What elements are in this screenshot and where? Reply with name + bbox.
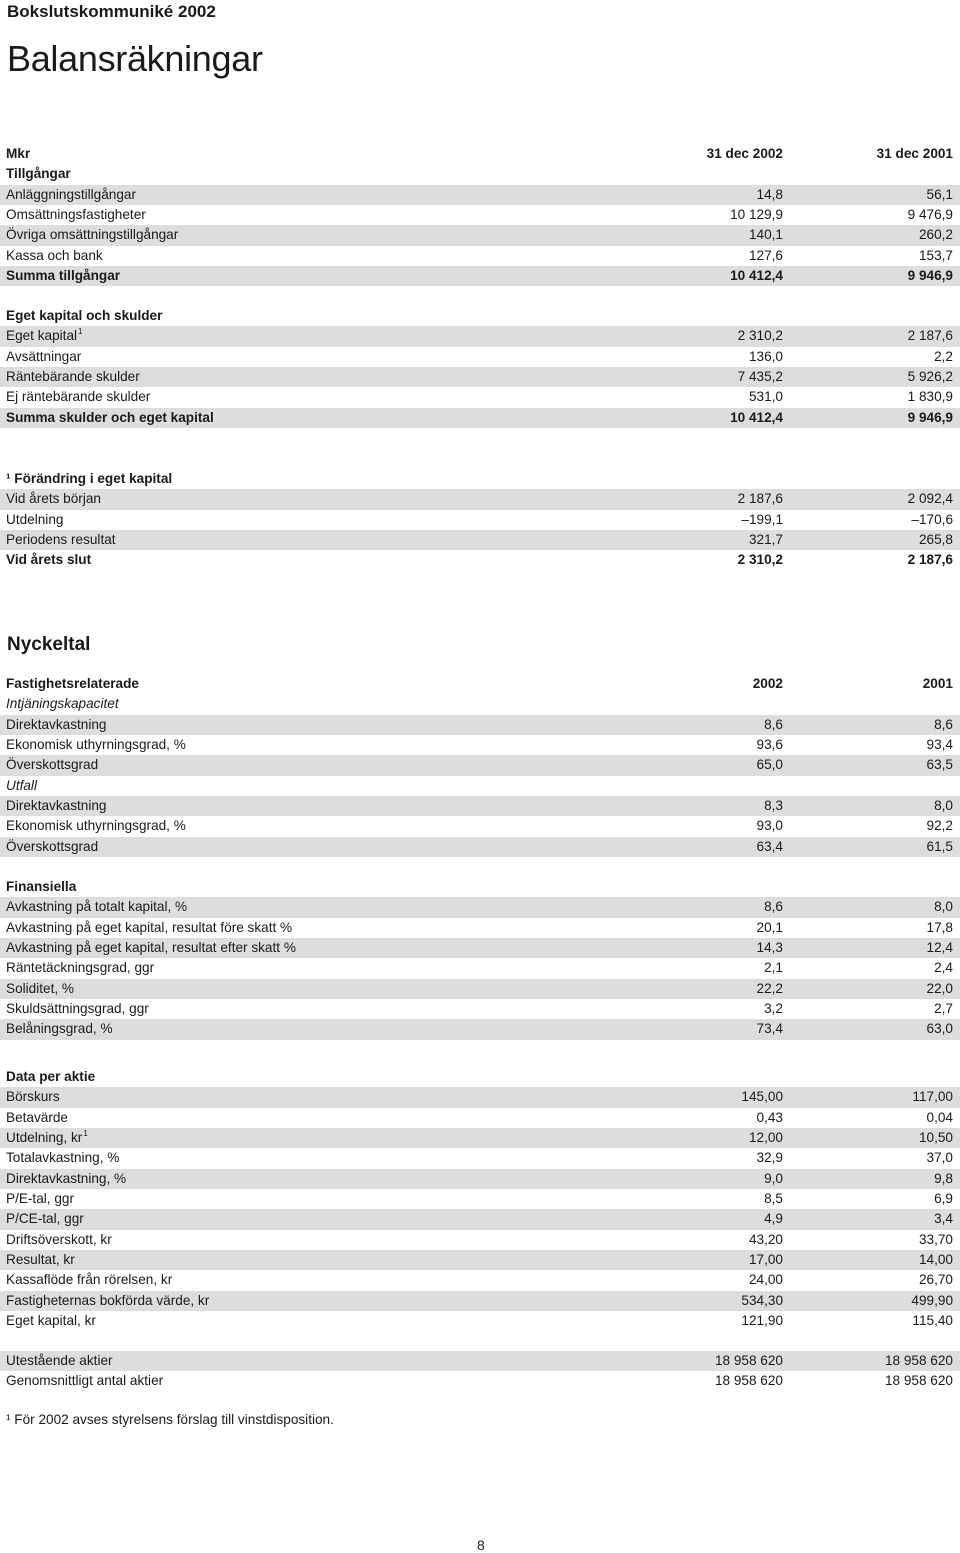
table-row — [0, 164, 960, 184]
value-col-1: 9,0 — [764, 1170, 783, 1186]
value-col-2: 37,0 — [926, 1150, 953, 1166]
value-col-2: 9,8 — [934, 1170, 953, 1186]
row-label: Data per aktie — [6, 1069, 96, 1084]
value-col-1: 2 310,2 — [737, 328, 783, 344]
value-col-2: 12,4 — [926, 940, 953, 956]
value-col-2: 5 926,2 — [907, 369, 953, 385]
value-col-1: 65,0 — [756, 757, 783, 773]
value-col-2: 18 958 620 — [884, 1373, 953, 1389]
value-col-2: 56,1 — [926, 186, 953, 202]
value-col-2: 2 092,4 — [907, 491, 953, 507]
table-row — [0, 205, 960, 225]
value-col-2: 22,0 — [926, 980, 953, 996]
table-row — [0, 979, 960, 999]
row-label: Ekonomisk uthyrningsgrad, % — [6, 737, 186, 753]
row-label: Utfall — [6, 777, 37, 793]
value-col-2: 499,90 — [911, 1292, 953, 1308]
table-row — [0, 837, 960, 857]
footnote-marker: 1 — [83, 1129, 88, 1139]
table-row — [0, 776, 960, 796]
value-col-1: 8,3 — [764, 798, 783, 814]
row-label: Utdelning, $kr^1$ — [6, 1129, 88, 1146]
shares-table — [0, 1351, 960, 1392]
row-label: Vid årets slut — [6, 552, 92, 568]
value-col-1: 3,2 — [764, 1001, 783, 1017]
table-row — [0, 185, 960, 205]
value-col-2: 265,8 — [918, 532, 953, 548]
value-col-1: 4,9 — [764, 1211, 783, 1227]
table-row — [0, 674, 960, 694]
row-label: Avkastning på totalt kapital, % — [6, 899, 188, 915]
value-col-2: 2,7 — [934, 1001, 953, 1017]
balance-assets-table — [0, 144, 960, 286]
value-col-2: 9 946,9 — [907, 268, 953, 284]
row-label: Summa skulder och eget kapital — [6, 409, 214, 425]
value-col-1: 140,1 — [748, 227, 783, 243]
value-col-2: 153,7 — [918, 247, 953, 263]
row-label: Vid årets början — [6, 491, 101, 507]
row-label: P/CE-tal, ggr — [6, 1211, 84, 1227]
table-row — [0, 1250, 960, 1270]
page-title: Balansräkningar — [7, 38, 263, 79]
table-row — [0, 918, 960, 938]
table-row — [0, 1230, 960, 1250]
row-label: Börskurs — [6, 1089, 60, 1105]
value-col-1: 10 412,4 — [730, 268, 783, 284]
row-label: Direktavkastning — [6, 798, 107, 814]
value-col-1: 22,2 — [756, 980, 783, 996]
row-label: Tillgångar — [6, 166, 71, 182]
table-row — [0, 306, 960, 326]
row-label: Räntetäckningsgrad, ggr — [6, 960, 155, 976]
value-col-1: 63,4 — [756, 838, 783, 854]
value-col-1: 2 310,2 — [737, 552, 783, 568]
row-label: Belåningsgrad, % — [6, 1021, 113, 1037]
table-row — [0, 1311, 960, 1331]
table-row — [0, 266, 960, 286]
value-col-1: 32,9 — [756, 1150, 783, 1166]
value-col-1: 121,90 — [741, 1313, 783, 1329]
value-col-1: 531,0 — [748, 389, 783, 405]
table-row — [0, 408, 960, 428]
value-col-2: 2 187,6 — [907, 552, 953, 568]
value-col-1: 7 435,2 — [737, 369, 783, 385]
value-col-1: 31 dec 2002 — [706, 146, 783, 161]
row-label: Avkastning på eget kapital, resultat före skatt % — [6, 919, 293, 935]
row-label: Avsättningar — [6, 348, 82, 364]
page-number: 8 — [477, 1537, 485, 1553]
row-label: Direktavkastning, % — [6, 1170, 127, 1186]
table-row — [0, 694, 960, 714]
value-col-1: 12,00 — [748, 1130, 783, 1146]
table-row — [0, 1189, 960, 1209]
table-row — [0, 225, 960, 245]
table-row — [0, 1291, 960, 1311]
row-label: P/E-tal, ggr — [6, 1191, 74, 1207]
row-label: Driftsöverskott, kr — [6, 1231, 112, 1247]
value-col-2: 18 958 620 — [884, 1353, 953, 1368]
value-col-1: 127,6 — [748, 247, 783, 263]
row-label: Avkastning på eget kapital, resultat efter skatt % — [6, 940, 296, 956]
value-col-1: 2 187,6 — [737, 491, 783, 507]
row-label: Utdelning — [6, 511, 64, 527]
row-label: Ej räntebärande skulder — [6, 389, 151, 405]
row-label: Skuldsättningsgrad, ggr — [6, 1001, 149, 1017]
table-row — [0, 1169, 960, 1189]
value-col-2: 9 946,9 — [907, 409, 953, 425]
table-row — [0, 144, 960, 164]
row-label: Anläggningstillgångar — [6, 186, 136, 202]
value-col-2: 17,8 — [926, 919, 953, 935]
value-col-2: 9 476,9 — [907, 207, 953, 223]
table-row — [0, 1351, 960, 1371]
value-col-1: 0,43 — [756, 1109, 783, 1125]
value-col-2: 2,4 — [934, 960, 953, 976]
value-col-2: 10,50 — [918, 1130, 953, 1146]
value-col-1: –199,1 — [741, 511, 783, 527]
row-label: Betavärde — [6, 1109, 68, 1125]
table-row — [0, 550, 960, 570]
row-label: Övriga omsättningstillgångar — [6, 227, 179, 243]
table-row — [0, 796, 960, 816]
row-label: ¹ Förändring i eget kapital — [6, 471, 173, 486]
value-col-1: 43,20 — [748, 1231, 783, 1247]
table-row — [0, 897, 960, 917]
value-col-1: 145,00 — [741, 1089, 783, 1105]
row-label: Fastighetsrelaterade — [6, 676, 139, 691]
table-row — [0, 877, 960, 897]
row-label: Räntebärande skulder — [6, 369, 140, 385]
table-row — [0, 715, 960, 735]
equity-change-table — [0, 469, 960, 571]
value-col-1: 2002 — [752, 676, 783, 691]
value-col-2: 0,04 — [926, 1109, 953, 1125]
value-col-2: 1 830,9 — [907, 389, 953, 405]
table-row — [0, 1209, 960, 1229]
row-label: Finansiella — [6, 879, 77, 894]
table-row — [0, 1108, 960, 1128]
table-row — [0, 816, 960, 836]
table-row — [0, 387, 960, 407]
table-row — [0, 999, 960, 1019]
table-row — [0, 469, 960, 489]
table-row — [0, 530, 960, 550]
row-label: Överskottsgrad — [6, 757, 99, 773]
financial-ratios-table — [0, 877, 960, 1040]
value-col-1: 8,6 — [764, 899, 783, 915]
footnote-marker: 1 — [78, 327, 83, 337]
row-label: Överskottsgrad — [6, 838, 99, 854]
per-share-data-table — [0, 1067, 960, 1331]
value-col-2: 8,0 — [934, 798, 953, 814]
value-col-1: 93,6 — [756, 737, 783, 753]
value-col-2: 14,00 — [918, 1252, 953, 1268]
row-label: Kassaflöde från rörelsen, kr — [6, 1272, 173, 1288]
table-row — [0, 735, 960, 755]
table-row — [0, 1067, 960, 1087]
value-col-2: 117,00 — [912, 1089, 953, 1105]
value-col-1: 24,00 — [748, 1272, 783, 1288]
property-ratios-table — [0, 674, 960, 857]
table-row — [0, 1128, 960, 1148]
row-label: Omsättningsfastigheter — [6, 207, 146, 223]
value-col-2: 2001 — [922, 676, 953, 691]
table-row — [0, 1371, 960, 1391]
row-label: Direktavkastning — [6, 716, 107, 732]
value-col-1: 18 958 620 — [714, 1373, 783, 1389]
value-col-2: 3,4 — [934, 1211, 953, 1227]
value-col-1: 10 412,4 — [730, 409, 783, 425]
document-header: Bokslutskommuniké 2002 — [7, 2, 216, 21]
footnote: ¹ För 2002 avses styrelsens förslag till vinstdisposition. — [6, 1412, 334, 1427]
value-col-2: 115,40 — [912, 1313, 953, 1329]
value-col-1: 321,7 — [748, 532, 783, 548]
value-col-2: 260,2 — [918, 227, 953, 243]
table-row — [0, 326, 960, 346]
value-col-2: 31 dec 2001 — [876, 146, 953, 161]
row-label: Intjäningskapacitet — [6, 696, 119, 712]
value-col-1: 10 129,9 — [730, 207, 783, 223]
value-col-2: –170,6 — [911, 511, 953, 527]
value-col-1: 93,0 — [756, 818, 783, 834]
row-label: Mkr — [6, 146, 31, 161]
table-row — [0, 1270, 960, 1290]
table-row — [0, 489, 960, 509]
value-col-2: 2 187,6 — [907, 328, 953, 344]
nyckeltal-heading: Nyckeltal — [7, 634, 91, 655]
value-col-2: 63,0 — [926, 1021, 953, 1037]
value-col-2: 6,9 — [934, 1191, 953, 1207]
table-row — [0, 1148, 960, 1168]
row-label: Eget kapital$^1$ — [6, 327, 83, 344]
value-col-2: 8,6 — [934, 716, 953, 732]
row-label: Kassa och bank — [6, 247, 103, 263]
value-col-2: 63,5 — [926, 757, 953, 773]
value-col-1: 2,1 — [764, 960, 783, 976]
value-col-2: 2,2 — [934, 348, 953, 364]
row-label: Periodens resultat — [6, 532, 116, 548]
value-col-1: 18 958 620 — [714, 1353, 783, 1368]
value-col-2: 26,70 — [918, 1272, 953, 1288]
value-col-1: 20,1 — [756, 919, 783, 935]
value-col-1: 8,6 — [764, 716, 783, 732]
table-row — [0, 958, 960, 978]
table-row — [0, 1019, 960, 1039]
value-col-2: 92,2 — [926, 818, 953, 834]
row-label: Utestående aktier — [6, 1353, 113, 1368]
row-label: Genomsnittligt antal aktier — [6, 1373, 164, 1389]
value-col-2: 93,4 — [926, 737, 953, 753]
value-col-1: 8,5 — [764, 1191, 783, 1207]
value-col-1: 73,4 — [756, 1021, 783, 1037]
value-col-1: 17,00 — [748, 1252, 783, 1268]
row-label: Fastigheternas bokförda värde, kr — [6, 1292, 210, 1308]
table-row — [0, 347, 960, 367]
table-row — [0, 755, 960, 775]
row-label: Eget kapital, kr — [6, 1313, 96, 1329]
table-row — [0, 367, 960, 387]
value-col-1: 14,8 — [756, 186, 783, 202]
equity-liabilities-table — [0, 306, 960, 428]
value-col-2: 8,0 — [934, 899, 953, 915]
value-col-2: 61,5 — [926, 838, 953, 854]
table-row — [0, 510, 960, 530]
row-label: Soliditet, % — [6, 980, 75, 996]
table-row — [0, 246, 960, 266]
row-label: Eget kapital och skulder — [6, 308, 163, 323]
table-row — [0, 938, 960, 958]
value-col-1: 136,0 — [748, 348, 783, 364]
row-label: Ekonomisk uthyrningsgrad, % — [6, 818, 186, 834]
value-col-1: 14,3 — [756, 940, 783, 956]
row-label: Totalavkastning, % — [6, 1150, 120, 1166]
row-label: Resultat, kr — [6, 1252, 75, 1268]
row-label: Summa tillgångar — [6, 268, 121, 284]
value-col-2: 33,70 — [918, 1231, 953, 1247]
table-row — [0, 1087, 960, 1107]
value-col-1: 534,30 — [741, 1292, 783, 1308]
